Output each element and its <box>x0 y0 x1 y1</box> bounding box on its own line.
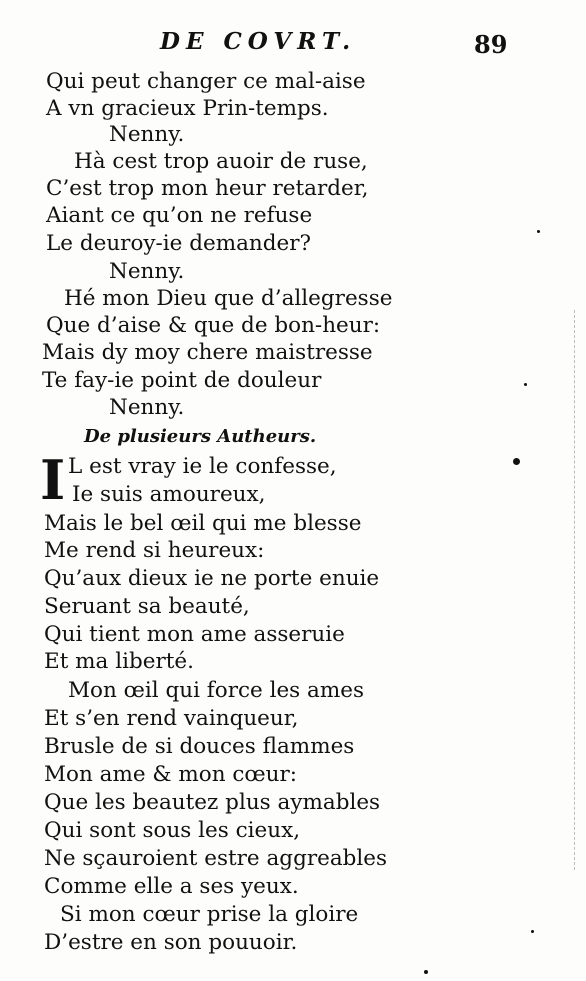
page-number: 89 <box>474 30 508 59</box>
verse-line: Et ma liberté. <box>44 649 194 674</box>
verse-line: Brusle de si douces flammes <box>44 734 355 759</box>
verse-line: Me rend si heureux: <box>44 538 265 563</box>
verse-line: Hé mon Dieu que d’allegresse <box>64 286 393 311</box>
verse-line: Ne sçauroient estre aggreables <box>44 846 388 871</box>
page-gutter-edge <box>574 310 576 870</box>
verse-line: L est vray ie le confesse, <box>68 454 337 479</box>
refrain-line: Nenny. <box>109 122 185 147</box>
ink-speck <box>537 230 540 233</box>
drop-cap: I <box>40 448 66 512</box>
verse-line: Mais le bel œil qui me blesse <box>44 511 362 536</box>
verse-line: Mon œil qui force les ames <box>68 678 365 703</box>
verse-line: C’est trop mon heur retarder, <box>46 176 369 201</box>
ink-speck <box>513 458 520 465</box>
verse-line: A vn gracieux Prin-temps. <box>46 96 329 121</box>
verse-line: Qui sont sous les cieux, <box>44 818 301 843</box>
verse-line: Aiant ce qu’on ne refuse <box>46 203 313 228</box>
ink-speck <box>524 383 527 386</box>
verse-line: Mais dy moy chere maistresse <box>42 340 373 365</box>
verse-line: Et s’en rend vainqueur, <box>44 706 299 731</box>
verse-line: Que d’aise & que de bon-heur: <box>46 313 381 338</box>
section-heading: De plusieurs Autheurs. <box>84 426 317 447</box>
verse-line: Mon ame & mon cœur: <box>44 762 298 787</box>
refrain-line: Nenny. <box>109 395 185 420</box>
verse-line: Qu’aux dieux ie ne porte enuie <box>44 566 380 591</box>
verse-line: Seruant sa beauté, <box>44 594 250 619</box>
verse-line: Comme elle a ses yeux. <box>44 874 299 899</box>
ink-speck <box>424 970 428 974</box>
verse-line: Qui peut changer ce mal-aise <box>46 69 366 94</box>
verse-line: Que les beautez plus aymables <box>44 790 381 815</box>
refrain-line: Nenny. <box>109 259 185 284</box>
verse-line: Te fay-ie point de douleur <box>42 368 322 393</box>
verse-line: Ie suis amoureux, <box>72 482 266 507</box>
verse-line: Si mon cœur prise la gloire <box>60 902 359 927</box>
ink-speck <box>531 930 534 933</box>
verse-line: Qui tient mon ame asseruie <box>44 622 345 647</box>
running-title: DE COVRT. <box>160 28 357 55</box>
verse-line: Le deuroy-ie demander? <box>46 231 312 256</box>
verse-line: D’estre en son pouuoir. <box>44 930 298 955</box>
verse-line: Hà cest trop auoir de ruse, <box>74 149 368 174</box>
